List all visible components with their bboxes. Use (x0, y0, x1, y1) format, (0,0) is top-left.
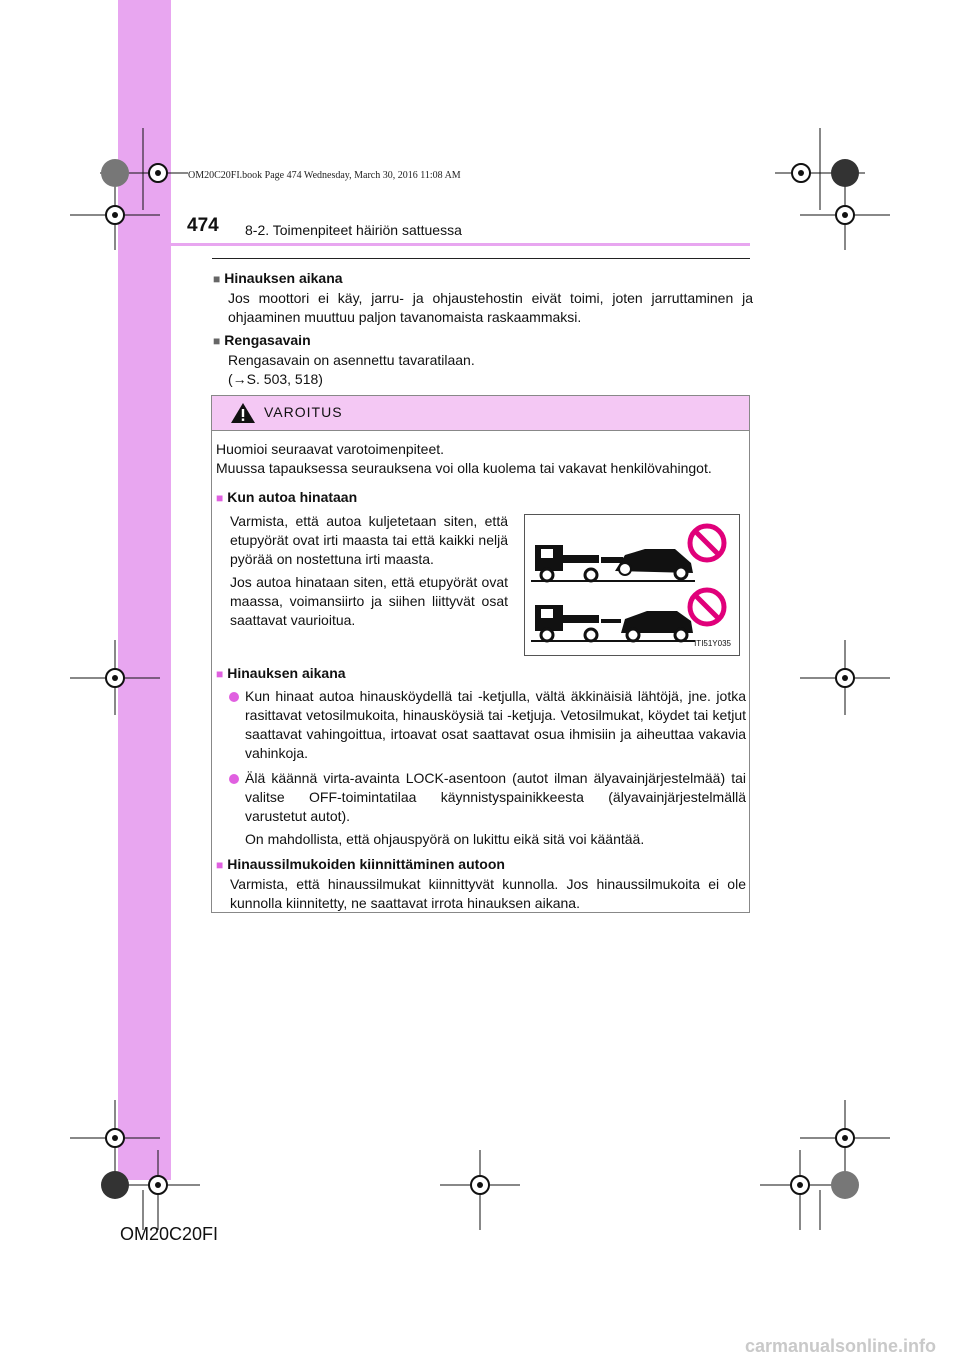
towing-text: Varmista, että autoa kuljetetaan siten, että etupyörät ovat irti maasta tai että kaikki neljä pyörää on nostettuna irti maasta. Jos autoa hinataan siten, että etupyörät ovat maassa, voimansiirto ja siihen liittyvät osat saattavat vaurioitua. (230, 513, 508, 628)
footer-manual-code: OM20C20FI (120, 1224, 219, 1244)
warning-header (212, 396, 749, 431)
warning-bullet: Kun hinaat autoa hinausköydellä tai -ketjulla, vältä äkkinäisiä lähtöjä, jne. jotka rasittavat vetosilmukoita, hinausköysiä tai -ketjuja. Vetosilmukat, köydet tai ketjut saattavat vahingoittua, irtoavat osat saattavat osua ihmisiin ja aiheuttaa vakavia vahinkoja. (216, 687, 746, 763)
section-text: Jos moottori ei käy, jarru- ja ohjaustehostin eivät toimi, joten jarruttaminen ja ohjaaminen muuttuu paljon tavanomaista raskaammaksi. (228, 290, 753, 325)
warning-subheading: ■ Hinauksen aikana (216, 665, 346, 681)
header-rule (118, 243, 750, 246)
square-bullet-icon: ■ (213, 334, 221, 348)
warning-intro: Muussa tapauksessa seurauksena voi olla kuolema tai vakavat henkilövahingot. (216, 460, 712, 476)
towing-illustration (524, 514, 740, 656)
section-heading: ■ Rengasavain (213, 332, 311, 348)
square-bullet-icon: ■ (216, 491, 224, 505)
warning-box (211, 395, 750, 913)
prohibited-icon (690, 590, 724, 624)
square-bullet-icon: ■ (216, 667, 224, 681)
warning-bullet: Älä käännä virta-avainta LOCK-asentoon (autot ilman älyavainjärjestelmää) tai valitse OFF-toimintatilaa käynnistyspainikkeesta (älyavainjärjestelmällä varustetut autot). (216, 769, 746, 826)
figure-code: ITI51Y035 (694, 639, 731, 648)
warning-body (216, 440, 746, 913)
warning-text: Varmista, että hinaussilmukat kiinnittyvät kunnolla. Jos hinaussilmukoita ei ole kunnolla kiinnitetty, ne saattavat irrota hinauksen aikana. (230, 876, 746, 911)
warning-intro: Huomioi seuraavat varotoimenpiteet. (216, 441, 445, 457)
section-text: Rengasavain on asennettu tavaratilaan. (228, 352, 475, 368)
section-heading: ■ Hinauksen aikana (213, 270, 343, 286)
prohibited-icon (690, 526, 724, 560)
towing-block (216, 508, 746, 656)
page-number: 474 (187, 215, 219, 236)
book-header: OM20C20FI.book Page 474 Wednesday, March 30, 2016 11:08 AM (188, 170, 461, 181)
square-bullet-icon: ■ (216, 858, 224, 872)
square-bullet-icon: ■ (213, 272, 221, 286)
warning-label: VAROITUS (264, 404, 343, 420)
round-bullet-icon (229, 692, 239, 702)
warning-triangle-icon (230, 402, 256, 424)
warning-subheading: ■ Kun autoa hinataan (216, 489, 358, 505)
watermark: carmanualsonline.info (745, 1336, 937, 1356)
section-title: 8-2. Toimenpiteet häiriön sattuessa (245, 222, 462, 238)
page-reference: (→S. 503, 518) (228, 371, 323, 387)
round-bullet-icon (229, 774, 239, 784)
content-rule (212, 258, 750, 259)
tow-truck-illustration (525, 515, 739, 645)
warning-subheading: ■ Hinaussilmukoiden kiinnittäminen autoon (216, 856, 505, 872)
content (213, 265, 753, 393)
warning-note: On mahdollista, että ohjauspyörä on lukittu eikä sitä voi kääntää. (245, 831, 645, 847)
